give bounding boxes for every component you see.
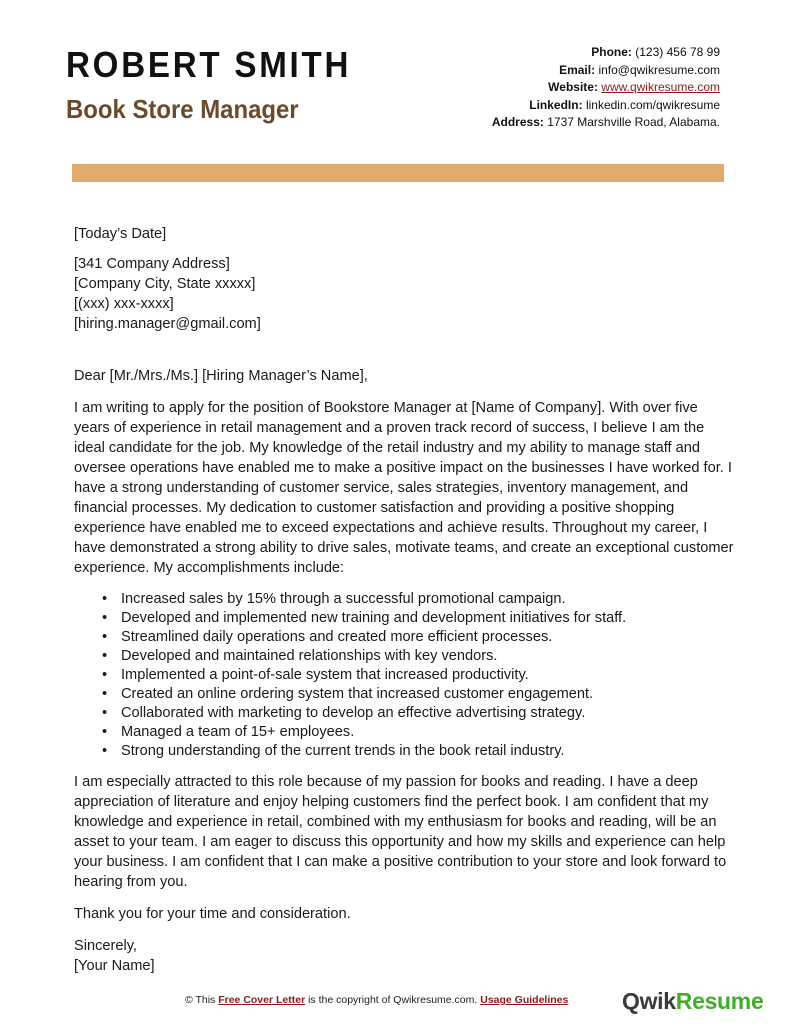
list-item: • Strong understanding of the current trends in the book retail industry. xyxy=(121,742,734,761)
contact-block xyxy=(492,44,720,132)
list-item: • Collaborated with marketing to develop an effective advertising strategy. xyxy=(121,704,734,723)
linkedin-label: LinkedIn xyxy=(529,97,579,112)
email-label: Email xyxy=(559,62,592,77)
contact-linkedin: LinkedIn: linkedin.com/qwikresume xyxy=(529,97,720,112)
contact-phone: Phone: (123) 456 78 99 xyxy=(591,45,720,59)
list-item: • Implemented a point-of-sale system that increased productivity. xyxy=(121,666,734,685)
address-line: [341 Company Address] xyxy=(74,256,230,272)
signature: [Your Name] xyxy=(74,958,155,974)
list-item: • Increased sales by 15% through a successful promotional campaign. xyxy=(121,590,734,609)
usage-guidelines-link[interactable]: Usage Guidelines xyxy=(480,994,569,1006)
closing-paragraph: I am especially attracted to this role because of my passion for books and reading. I have a deep appreciation of literature and enjoy helping customers find the perfect book. I am confident that my knowledge and experience in retail, combined with my enthusiasm for books and reading, will be an asset to your team. I am eager to discuss this opportunity and how my skills and experience can help your business. I am confident that I can make a positive contribution to your store and look forward to hearing from you. xyxy=(74,774,727,890)
phone-value: (123) 456 78 99 xyxy=(635,45,720,59)
salutation: Dear [Mr./Mrs./Ms.] [Hiring Manager’s Name], xyxy=(74,368,368,384)
website-label: Website xyxy=(548,80,594,94)
logo-part-resume: Resume xyxy=(675,988,764,1014)
job-title: Book Store Manager xyxy=(66,94,299,124)
letter-body xyxy=(74,224,734,976)
footer-middle: is the copyright of Qwikresume.com. xyxy=(305,994,481,1006)
letter-header xyxy=(0,0,800,160)
email-value: info@qwikresume.com xyxy=(598,62,720,77)
address-label: Address xyxy=(491,115,540,129)
free-cover-letter-link[interactable]: Free Cover Letter xyxy=(218,994,306,1006)
list-item: • Developed and implemented new training and development initiatives for staff. xyxy=(121,609,734,628)
intro-paragraph: I am writing to apply for the position of Bookstore Manager at [Name of Company]. With over five years of experience in retail management and a proven track record of success, I believe I am the ideal candidate for the job. My knowledge of the retail industry and my ability to manage staff and oversee operations have enabled me to make a positive impact on the businesses I have worked for. I have a strong understanding of customer service, sales strategies, inventory management, and financial processes. My dedication to customer satisfaction and providing a positive shopping experience have enabled me to exceed expectations and achieve results. Throughout my career, I have demonstrated a strong ability to drive sales, motivate teams, and create an exceptional customer experience. My accomplishments include: xyxy=(74,400,734,576)
address-value: 1737 Marshville Road, Alabama. xyxy=(547,115,720,129)
website-link[interactable]: www.qwikresume.com xyxy=(601,80,720,94)
thanks-line: Thank you for your time and consideration. xyxy=(74,906,351,922)
header-divider-bar xyxy=(72,164,724,182)
contact-address: Address: 1737 Marshville Road, Alabama. xyxy=(491,115,720,129)
list-item: • Developed and maintained relationships with key vendors. xyxy=(121,647,734,666)
applicant-name: ROBERT SMITH xyxy=(66,44,352,85)
address-line: [Company City, State xxxxx] xyxy=(74,276,256,292)
list-item: • Managed a team of 15+ employees. xyxy=(121,723,734,742)
closing-word: Sincerely, xyxy=(74,938,137,954)
address-line: [(xxx) xxx-xxxx] xyxy=(74,296,174,312)
logo-part-qwik: Qwik xyxy=(622,988,676,1014)
footer-prefix: © This xyxy=(185,994,219,1006)
recipient-address xyxy=(74,254,734,334)
qwikresume-logo xyxy=(622,988,763,1015)
letter-date: [Today’s Date] xyxy=(74,226,167,242)
contact-website: Website: www.qwikresume.com xyxy=(548,80,720,94)
contact-email: Email: info@qwikresume.com xyxy=(559,62,720,77)
accomplishments-list xyxy=(74,590,734,761)
linkedin-value: linkedin.com/qwikresume xyxy=(585,97,720,112)
phone-label: Phone xyxy=(591,45,628,59)
list-item: • Streamlined daily operations and created more efficient processes. xyxy=(121,628,734,647)
address-line: [hiring.manager@gmail.com] xyxy=(74,316,261,332)
list-item: • Created an online ordering system that increased customer engagement. xyxy=(121,685,734,704)
